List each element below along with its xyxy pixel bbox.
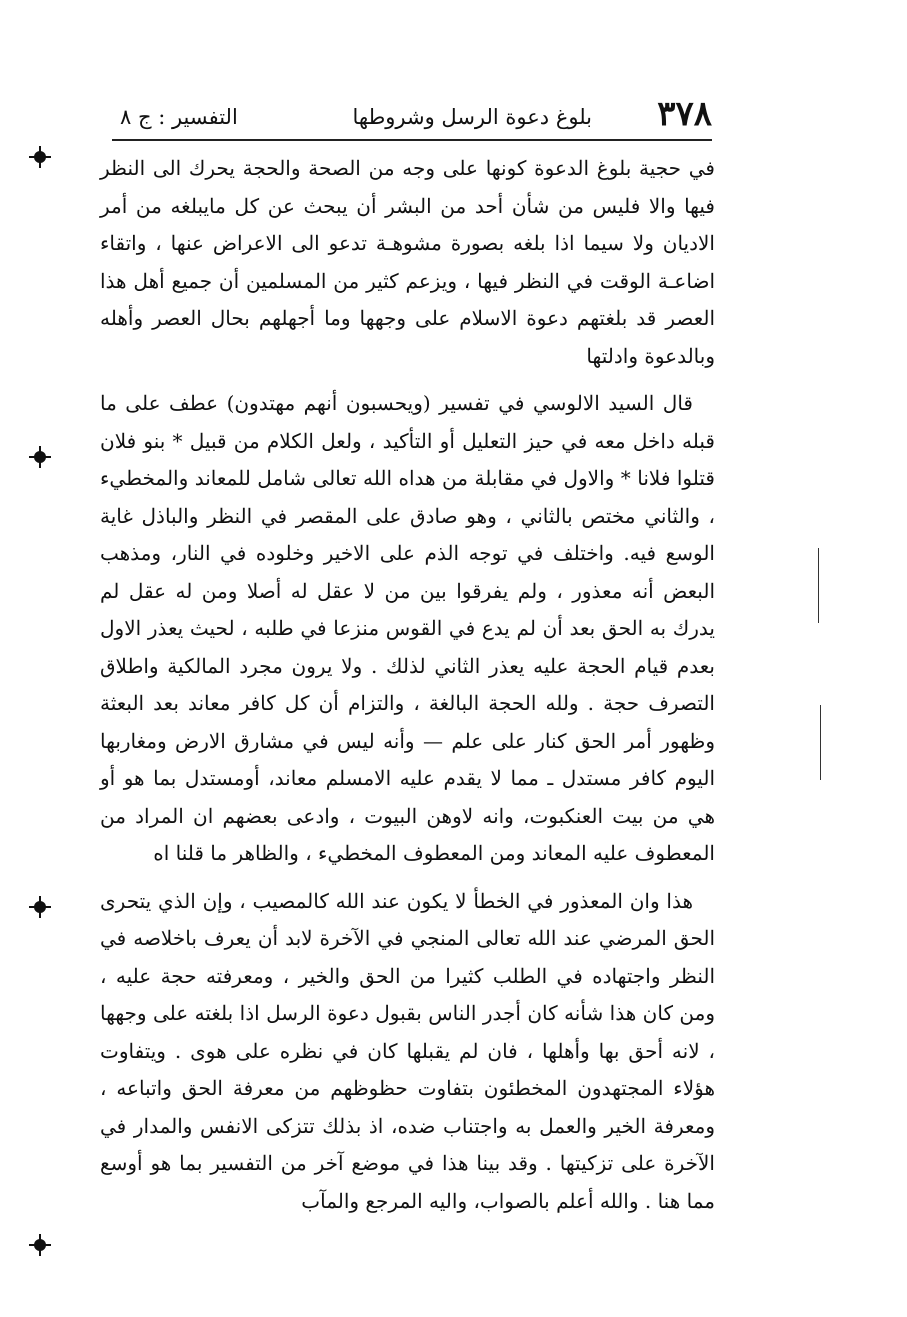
margin-line <box>820 705 821 780</box>
paragraph-1: في حجية بلوغ الدعوة كونها على وجه من الصحة والحجة يحرك الى النظر فيها والا فليس من شأن أحد من البشر أن يبحث عن كل مايبلغه من أمر الاديان ولا سيما اذا بلغه بصورة مشوهـة تدعو الى الاعراض عنها ، واتقاء اضاعـة الوقت في النظر فيها ، ويزعم كثير من المسلمين أن جميع أهل هذا العصر قد بلغتهم دعوة الاسلام على وجهها وما أجهلهم بحال العصر وأهله وبالدعوة وادلتها <box>100 156 715 368</box>
binding-hole-mark <box>34 451 46 463</box>
header-divider <box>112 139 712 141</box>
paragraph-3: هذا وان المعذور في الخطأ لا يكون عند الله كالمصيب ، وإن الذي يتحرى الحق المرضي عند الله تعالى المنجي في الآخرة لابد أن يعرف باخلاصه في النظر واجتهاده في الطلب كثيرا من الحق والخير ، ومعرفته حجة عليه ، ومن كان هذا شأنه كان أجدر الناس بقبول دعوة الرسل اذا بلغته على وجهها ، لانه أحق بها وأهلها ، فان لم يقبلها كان في نظره على هوى . ويتفاوت هؤلاء المجتهدون المخطئون بتفاوت حظوظهم من معرفة الحق واتباعه ، ومعرفة الخير والعمل به واجتناب ضده، اذ بذلك تتزكى الانفس والمدار في الآخرة على تزكيتها . وقد بينا هذا في موضع آخر من التفسير بما هو أوسع مما هنا . والله أعلم بالصواب، واليه المرجع والمآب <box>100 888 716 1213</box>
paragraph-gap <box>100 873 715 883</box>
page-header <box>112 92 712 140</box>
running-title: بلوغ دعوة الرسل وشروطها <box>352 105 592 129</box>
body-text <box>100 150 715 1220</box>
volume-label: التفسير : ج ٨ <box>120 105 238 129</box>
binding-hole-mark <box>34 151 46 163</box>
binding-hole-mark <box>34 901 46 913</box>
page-number: ٣٧٨ <box>657 94 712 134</box>
binding-hole-mark <box>34 1239 46 1251</box>
paragraph-gap <box>100 375 715 385</box>
margin-line <box>818 548 819 623</box>
paragraph-2: قال السيد الالوسي في تفسير (ويحسبون أنهم مهتدون) عطف على ما قبله داخل معه في حيز التعليل أو التأكيد ، ولعل الكلام من قبيل * بنو فلان قتلوا فلانا * والاول في مقابلة من هداه الله تعالى شامل للمعاند والمخطيء ، والثاني مختص بالثاني ، وهو صادق على المقصر في النظر والباذل غاية الوسع فيه. واختلف في توجه الذم على الاخير وخلوده في النار، ومذهب البعض أنه معذور ، ولم يفرقوا بين من لا عقل له أصلا ومن له عقل لم يدرك به الحق بعد أن لم يدع في القوس منزعا في طلبه ، لحيث يعذر الاول بعدم قيام الحجة عليه يعذر الثاني لذلك . ولا يرون مجرد المالكية واطلاق التصرف حجة . ولله الحجة البالغة ، والتزام أن كل كافر معاند بعد البعثة وظهور أمر الحق كنار على علم — وأنه ليس في مشارق الارض ومغاربها اليوم كافر مستدل ـ مما لا يقدم عليه الامسلم معاند، أومستدل بما هو أو هي من بيت العنكبوت، وانه لاوهن البيوت ، وادعى بعضهم ان المراد من المعطوف عليه المعاند ومن المعطوف المخطيء ، والظاهر ما قلنا اه <box>100 391 715 865</box>
